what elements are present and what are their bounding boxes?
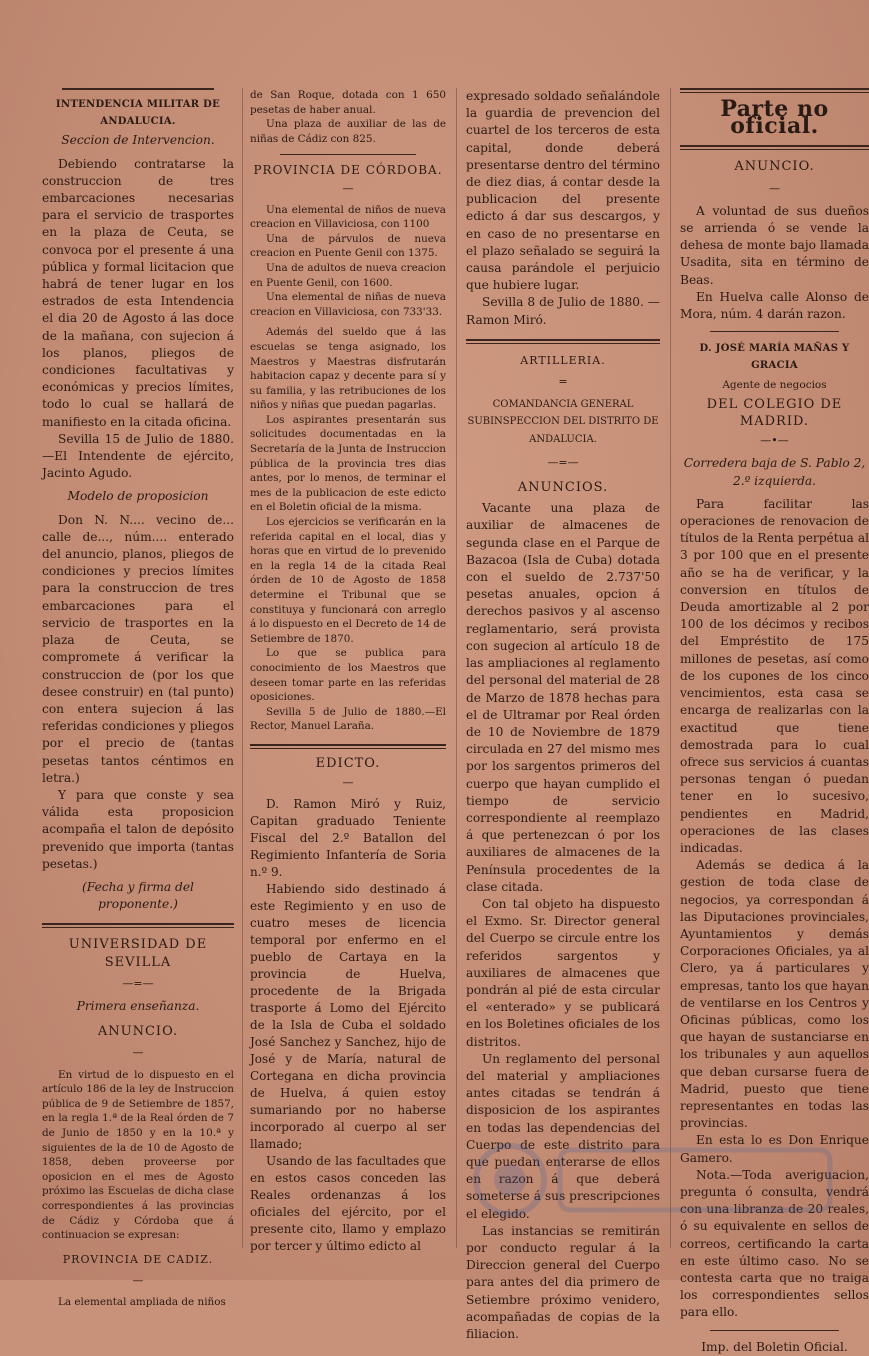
paragraph: En Huelva calle Alonso de Mora, núm. 4 darán razon. xyxy=(680,289,869,322)
paragraph: Debiendo contratarse la construccion de tres embarcaciones necesarias para el servicio de trasportes en la plaza de Ceuta, se convoca por el presente á una pública y formal licitacion que habrá de tener lugar en los estrados de esta Intendencia el dia 20 de Agosto á las doce de la mañana, con sujecion á los planos, pliegos de condiciones facultativas y económicas y precios límites, todo lo cual se hallará de manifiesto en la citada oficina. xyxy=(42,156,234,429)
announcement-title: ANUNCIO. xyxy=(97,1024,179,1040)
paragraph: Habiendo sido destinado á este Regimiento y en uso de cuatro meses de licencia temporal por enfermo en el pueblo de Cartaya en la provincia de Huelva, procedente de la Brigada trasporte á Lomo del Ejército de la Isla de Cuba el soldado José Sanchez y Sanchez, hijo de José y de María, natural de Cortegana en dicha provincia de Huelva, á quien estoy sumariando por no haberse incorporado al cuerpo al ser llamado; xyxy=(250,882,446,1152)
divider xyxy=(42,923,234,928)
column-4: Parte no oficial. ANUNCIO. — A voluntad de sus dueños se arrienda ó se vende la dehesa de monte bajo llamada Usadita, sita en término de Beas. En Huelva calle Alonso de Mora, núm. 4 darán razon. D. JOSÉ MARÍA MAÑAS Y GRACIA Agente de negocios DEL COLEGIO DE MADRID. —•— Corredera baja de S. Pablo 2, 2.º izquierda. Para facilitar las operaciones de renovacion de títulos de la Renta perpétua al 3 por 100 que en el presente año se ha de verificar, y la conversion en títulos de Deuda amortizable al 2 por 100 de los décimos y recibos del Empréstito de 175 millones de pesetas, así como de los cupones de los cinco vencimientos, esta casa se encarga de realizarlas con la exactitud que tiene demostrada para lo cual ofrece sus servicios á cuantas personas tengan ó puedan tener en lo sucesivo, pendientes en Madrid, operaciones de las clases indicadas. Además se dedica á la gestion de toda clase de negocios, ya correspondan á las Diputaciones provinciales, Ayuntamientos y demás Corporaciones Oficiales, ya al Clero, ya á particulares y empresas, tanto los que hayan de ventilarse en los Centros y Oficinas públicas, como los que hayan de sustanciarse en los tribunales y aun aquellos que deban cursarse fuera de Madrid, puesto que tiene representantes en todas las provincias. En esta lo es Don Enrique Gamero. Nota.—Toda averiguacion, pregunta ó consulta, vendrá con una libranza de 20 reales, ó su equivalente en sellos de correos, certificando la carta en este último caso. No se contesta carta que no traiga los correspondientes sellos para ello. Imp. del Boletin Oficial. xyxy=(680,88,869,1268)
agent-name: D. JOSÉ MARÍA MAÑAS Y GRACIA xyxy=(699,343,850,372)
list-item: Una de párvulos de nueva creacion en Puente Genil con 1375. xyxy=(250,232,446,260)
section-subheader: COMANDANCIA GENERAL SUBINSPECCION DEL DISTRITO DE ANDALUCIA. xyxy=(467,399,659,445)
paragraph: Además del sueldo que á las escuelas se tenga asignado, los Maestros y Maestras disfrutarán habitacion capaz y decente para sí y su familia, y las retribuciones de los niños y niñas que puedan pagarlas. xyxy=(250,326,446,412)
paragraph: Los ejercicios se verificarán en la referida capital en el local, dias y horas que en virtud de lo prevenido en la regla 14 de la citada Real órden de 10 de Agosto de 1858 determine el Tribunal que se constituya y funcionará con arreglo á lo dispuesto en el Decreto de 14 de Setiembre de 1870. xyxy=(250,516,446,645)
section-header: INTENDENCIA MILITAR DE ANDALUCIA. xyxy=(55,99,221,128)
paragraph: A voluntad de sus dueños se arrienda ó se vende la dehesa de monte bajo llamada Usadita, sita en término de Beas. xyxy=(680,203,869,287)
paragraph: Lo que se publica para conocimiento de los Maestros que deseen tomar parte en las referidas oposiciones. xyxy=(250,647,446,704)
section-title: Parte no oficial. xyxy=(720,96,829,140)
list-item: Una elemental de niños de nueva creacion en Villaviciosa, con 1100 xyxy=(250,203,446,231)
paragraph: D. Ramon Miró y Ruiz, Capitan graduado Teniente Fiscal del 2.º Batallon del Regimiento Infantería de Soria n.º 9. xyxy=(250,797,446,880)
agent-address: Corredera baja de S. Pablo 2, 2.º izquierda. xyxy=(683,456,866,488)
column-2: de San Roque, dotada con 1 650 pesetas de haber anual. Una plaza de auxiliar de las de niñas de Cádiz con 825. PROVINCIA DE CÓRDOBA. — Una elemental de niños de nueva creacion en Villaviciosa, con 1100 Una de párvulos de nueva creacion en Puente Genil con 1375. Una de adultos de nueva creacion en Puente Genil, con 1600. Una elemental de niñas de nueva creacion en Villaviciosa, con 733'33. Además del sueldo que á las escuelas se tenga asignado, los Maestros y Maestras disfrutarán habitacion capaz y decente para sí y su familia, y las retribuciones de los niños y niñas que puedan pagarlas. Los aspirantes presentarán sus solicitudes documentadas en la Secretaría de la Junta de Instruccion pública de la provincia tres dias antes, por lo menos, de terminar el mes de la publicacion de este edicto en el Boletin oficial de la misma. Los ejercicios se verificarán en la referida capital en el local, dias y horas que en virtud de lo prevenido en la regla 14 de la citada Real órden de 10 de Agosto de 1858 determine el Tribunal que se constituya y funcionará con arreglo á lo dispuesto en el Decreto de 14 de Setiembre de 1870. Lo que se publica para conocimiento de los Maestros que deseen tomar parte en las referidas oposiciones. Sevilla 5 de Julio de 1880.—El Rector, Manuel Laraña. EDICTO. — D. Ramon Miró y Ruiz, Capitan graduado Teniente Fiscal del 2.º Batallon del Regimiento Infantería de Soria n.º 9. Habiendo sido destinado á este Regimiento y en uso de cuatro meses de licencia temporal por enfermo en el pueblo de Cartaya en la provincia de Huelva, procedente de la Brigada trasporte á Lomo del Ejército de la Isla de Cuba el soldado José Sanchez y Sanchez, hijo de José y de María, natural de Cortegana en dicha provincia de Huelva, á quien estoy sumariando por no haberse incorporado al cuerpo al ser llamado; Usando de las facultades que en estos casos conceden las Reales ordenanzas á los oficiales del ejército, por el presente cito, llamo y emplazo por tercer y último edicto al xyxy=(250,89,446,1254)
announcement-title: ANUNCIOS. xyxy=(517,480,609,496)
paragraph: En esta lo es Don Enrique Gamero. xyxy=(680,1133,869,1165)
watermark-logo xyxy=(470,1120,850,1240)
model-title: Modelo de proposicion xyxy=(67,489,209,504)
announcement-title: ANUNCIO. xyxy=(734,159,815,175)
paragraph: En virtud de lo dispuesto en el artículo 186 de la ley de Instruccion pública de 9 de Setiembre de 1857, en la regla 1.ª de la Real órden de 7 de Junio de 1850 y en la 10.ª y siguientes de la de 10 de Agosto de 1858, deben proveerse por oposicion en el mes de Agosto próximo las Escuelas de dicha clase correspondientes á las provincias de Cádiz y Córdoba que á continuacion se expresan: xyxy=(42,1068,234,1242)
province-title: PROVINCIA DE CÓRDOBA. xyxy=(253,163,443,178)
list-item: La elemental ampliada de niños xyxy=(58,1296,226,1309)
imprint: Imp. del Boletin Oficial. xyxy=(701,1339,848,1354)
province-title: PROVINCIA DE CADIZ. xyxy=(62,1252,214,1266)
model-signature: (Fecha y firma del proponente.) xyxy=(82,879,194,912)
signature: Sevilla 15 de Julio de 1880. —El Intendente de ejército, Jacinto Agudo. xyxy=(42,431,234,481)
paragraph: Vacante una plaza de auxiliar de almacenes de segunda clase en el Parque de Bazacoa (Isla de Cuba) dotada con el sueldo de 2.737'50 pesetas anuales, opcion á derechos pasivos y al ascenso reglamentario, será provista con sugecion al artículo 18 de las ampliaciones al reglamento del personal del material de 28 de Marzo de 1878 hechas para el de Ultramar por Real órden de 10 de Noviembre de 1879 circulada en 27 del mismo mes por los sargentos primeros del cuerpo que hayan cumplido el tiempo de servicio correspondiente al reemplazo á que pertenezcan ó por los auxiliares de almacenes de la Península procedentes de la clase citada. xyxy=(466,501,660,894)
signature: Sevilla 8 de Julio de 1880. —Ramon Miró. xyxy=(466,295,660,327)
paragraph: Para facilitar las operaciones de renovacion de títulos de la Renta perpétua al 3 por 100 que en el presente año se ha de verificar, y la conversion en títulos de Deuda amortizable al 2 por 100 de los décimos y recibos del Empréstito de 175 millones de pesetas, así como de los cupones de los cinco vencimientos, esta casa se encarga de realizarlas con la exactitud que tiene demostrada para lo cual ofrece sus servicios á cuantas personas tengan ó puedan tener en lo sucesivo, pendientes en Madrid, operaciones de las clases indicadas. xyxy=(680,496,869,855)
column-divider xyxy=(670,88,671,1248)
column-3: expresado soldado señalándole la guardia de prevencion del cuartel de los terceros de esta capital, donde deberá presentarse dentro del término de diez dias, á contar desde la publicacion del presente edicto á dar sus descargos, y en caso de no presentarse en el plazo señalado se seguirá la causa parándole el perjuicio que hubiere lugar. Sevilla 8 de Julio de 1880. —Ramon Miró. ARTILLERIA. = COMANDANCIA GENERAL SUBINSPECCION DEL DISTRITO DE ANDALUCIA. —=— ANUNCIOS. Vacante una plaza de auxiliar de almacenes de segunda clase en el Parque de Bazacoa (Isla de Cuba) dotada con el sueldo de 2.737'50 pesetas anuales, opcion á derechos pasivos y al ascenso reglamentario, será provista con sugecion al artículo 18 de las ampliaciones al reglamento del personal del material de 28 de Marzo de 1878 hechas para el de Ultramar por Real órden de 10 de Noviembre de 1879 circulada en 27 del mismo mes por los sargentos primeros del cuerpo que hayan cumplido el tiempo de servicio correspondiente al reemplazo á que pertenezcan ó por los auxiliares de almacenes de la Península procedentes de la clase citada. Con tal objeto ha dispuesto el Exmo. Sr. Director general del Cuerpo se circule entre los referidos sargentos y auxiliares de almacenes que pondrán al pié de esta circular el «enterado» y se publicará en los Boletines oficiales de los distritos. Un reglamento del personal del material y ampliaciones antes citadas se tendrán á disposicion de los aspirantes en todas las dependencias del Cuerpo de este distrito para que puedan enterarse de ellos en razon á que deberá someterse á sus prescripciones el elegido. Las instancias se remitirán por conducto regular á la Direccion general del Cuerpo para antes del dia primero de Setiembre próximo venidero, acompañadas de copias de la filiacion. xyxy=(466,88,660,1268)
column-divider xyxy=(456,88,457,1248)
agent-role: Agente de negocios xyxy=(722,378,827,391)
subsection-title: Primera enseñanza. xyxy=(76,998,200,1013)
paragraph: Nota.—Toda averiguacion, pregunta ó consulta, vendrá con una libranza de 20 reales, ó su equivalente en sellos de correos, certificando la carta en este último caso. No se contesta carta que no traiga los correspondientes sellos para ello. xyxy=(680,1167,869,1320)
list-item: Una elemental de niñas de nueva creacion en Villaviciosa, con 733'33. xyxy=(250,291,446,318)
paragraph: Un reglamento del personal del material y ampliaciones antes citadas se tendrán á disposicion de los aspirantes en todas las dependencias del Cuerpo de este distrito para que puedan enterarse de ellos en razon á que deberá someterse á sus prescripciones el elegido. xyxy=(466,1051,660,1221)
column-1: INTENDENCIA MILITAR DE ANDALUCIA. Seccion de Intervencion. Debiendo contratarse la construccion de tres embarcaciones necesarias para el servicio de trasportes en la plaza de Ceuta, se convoca por el presente á una pública y formal licitacion que habrá de tener lugar en los estrados de esta Intendencia el dia 20 de Agosto á las doce de la mañana, con sujecion á los planos, pliegos de condiciones facultativas y económicas y precios límites, todo lo cual se hallará de manifiesto en la citada oficina. Sevilla 15 de Julio de 1880. —El Intendente de ejército, Jacinto Agudo. Modelo de proposicion Don N. N.... vecino de... calle de..., núm.... enterado del anuncio, planos, pliegos de condiciones y precios límites para la construccion de tres embarcaciones para el servicio de trasportes en la plaza de Ceuta, se compromete á verificar la construccion de (por los que desee construir) en (tal punto) con entera sujecion á las referidas condiciones y pliegos por el precio de (tantas pesetas tantos céntimos en letra.) Y para que conste y sea válida esta proposicion acompaña el talon de depósito prevenido que importa (tantas pesetas.) (Fecha y firma del proponente.) UNIVERSIDAD DE SEVILLA —=— Primera enseñanza. ANUNCIO. — En virtud de lo dispuesto en el artículo 186 de la ley de Instruccion pública de 9 de Setiembre de 1857, en la regla 1.ª de la Real órden de 7 de Junio de 1850 y en la 10.ª y siguientes de la de 10 de Agosto de 1858, deben proveerse por oposicion en el mes de Agosto próximo las Escuelas de dicha clase correspondientes á las provincias de Cádiz y Córdoba que á continuacion se expresan: PROVINCIA DE CADIZ. — La elemental ampliada de niños xyxy=(42,88,234,1268)
paragraph: Y para que conste y sea válida esta proposicion acompaña el talon de depósito prevenido que importa (tantas pesetas.) xyxy=(42,787,234,871)
paragraph: de San Roque, dotada con 1 650 pesetas de haber anual. xyxy=(250,89,446,116)
agent-college: DEL COLEGIO DE MADRID. xyxy=(706,396,843,430)
list-item: Una plaza de auxiliar de las de niñas de Cádiz con 825. xyxy=(250,118,446,145)
paragraph: Los aspirantes presentarán sus solicitudes documentadas en la Secretaría de la Junta de Instruccion pública de la provincia tres dias antes, por lo menos, de terminar el mes de la publicacion de este edicto en el Boletin oficial de la misma. xyxy=(250,413,446,514)
column-divider xyxy=(242,88,243,1248)
edict-title: EDICTO. xyxy=(315,755,381,771)
paragraph: Usando de las facultades que en estos casos conceden las Reales ordenanzas á los oficiales del ejército, por el presente cito, llamo y emplazo por tercer y último edicto al xyxy=(250,1154,446,1254)
paragraph: Además se dedica á la gestion de toda clase de negocios, ya correspondan á las Diputaciones provinciales, Ayuntamientos y demás Corporaciones Oficiales, ya al Clero, ya á particulares y empresas, tanto los que hayan de ventilarse en los Centros y Oficinas públicas, como los que hayan de sustanciarse en los tribunales y aun aquellos que deban cursarse fuera de Madrid, puesto que tiene representantes en todas las provincias. xyxy=(680,858,869,1131)
signature: Sevilla 5 de Julio de 1880.—El Rector, Manuel Laraña. xyxy=(250,705,446,733)
section-title: ARTILLERIA. xyxy=(520,353,606,367)
paragraph: expresado soldado señalándole la guardia de prevencion del cuartel de los terceros de esta capital, donde deberá presentarse dentro del término de diez dias, á contar desde la publicacion del presente edicto á dar sus descargos, y en caso de no presentarse en el plazo señalado se seguirá la causa parándole el perjuicio que hubiere lugar. xyxy=(466,89,660,293)
paragraph: Con tal objeto ha dispuesto el Exmo. Sr. Director general del Cuerpo se circule entre los referidos sargentos y auxiliares de almacenes que pondrán al pié de esta circular el «enterado» y se publicará en los Boletines oficiales de los distritos. xyxy=(466,896,660,1049)
paragraph: Las instancias se remitirán por conducto regular á la Direccion general del Cuerpo para antes del dia primero de Setiembre próximo venidero, acompañadas de copias de la filiacion. xyxy=(466,1223,660,1342)
section-subheader: Seccion de Intervencion. xyxy=(61,133,215,148)
section-title: UNIVERSIDAD DE SEVILLA xyxy=(68,937,208,970)
list-item: Una de adultos de nueva creacion en Puente Genil, con 1600. xyxy=(250,261,446,289)
paragraph: Don N. N.... vecino de... calle de..., núm.... enterado del anuncio, planos, pliegos de condiciones y precios límites para la construccion de tres embarcaciones para el servicio de trasportes en la plaza de Ceuta, se compromete á verificar la construccion de (por los que desee construir) en (tal punto) con entera sujecion á las referidas condiciones y pliegos por el precio de (tantas pesetas tantos céntimos en letra.) xyxy=(42,512,234,785)
